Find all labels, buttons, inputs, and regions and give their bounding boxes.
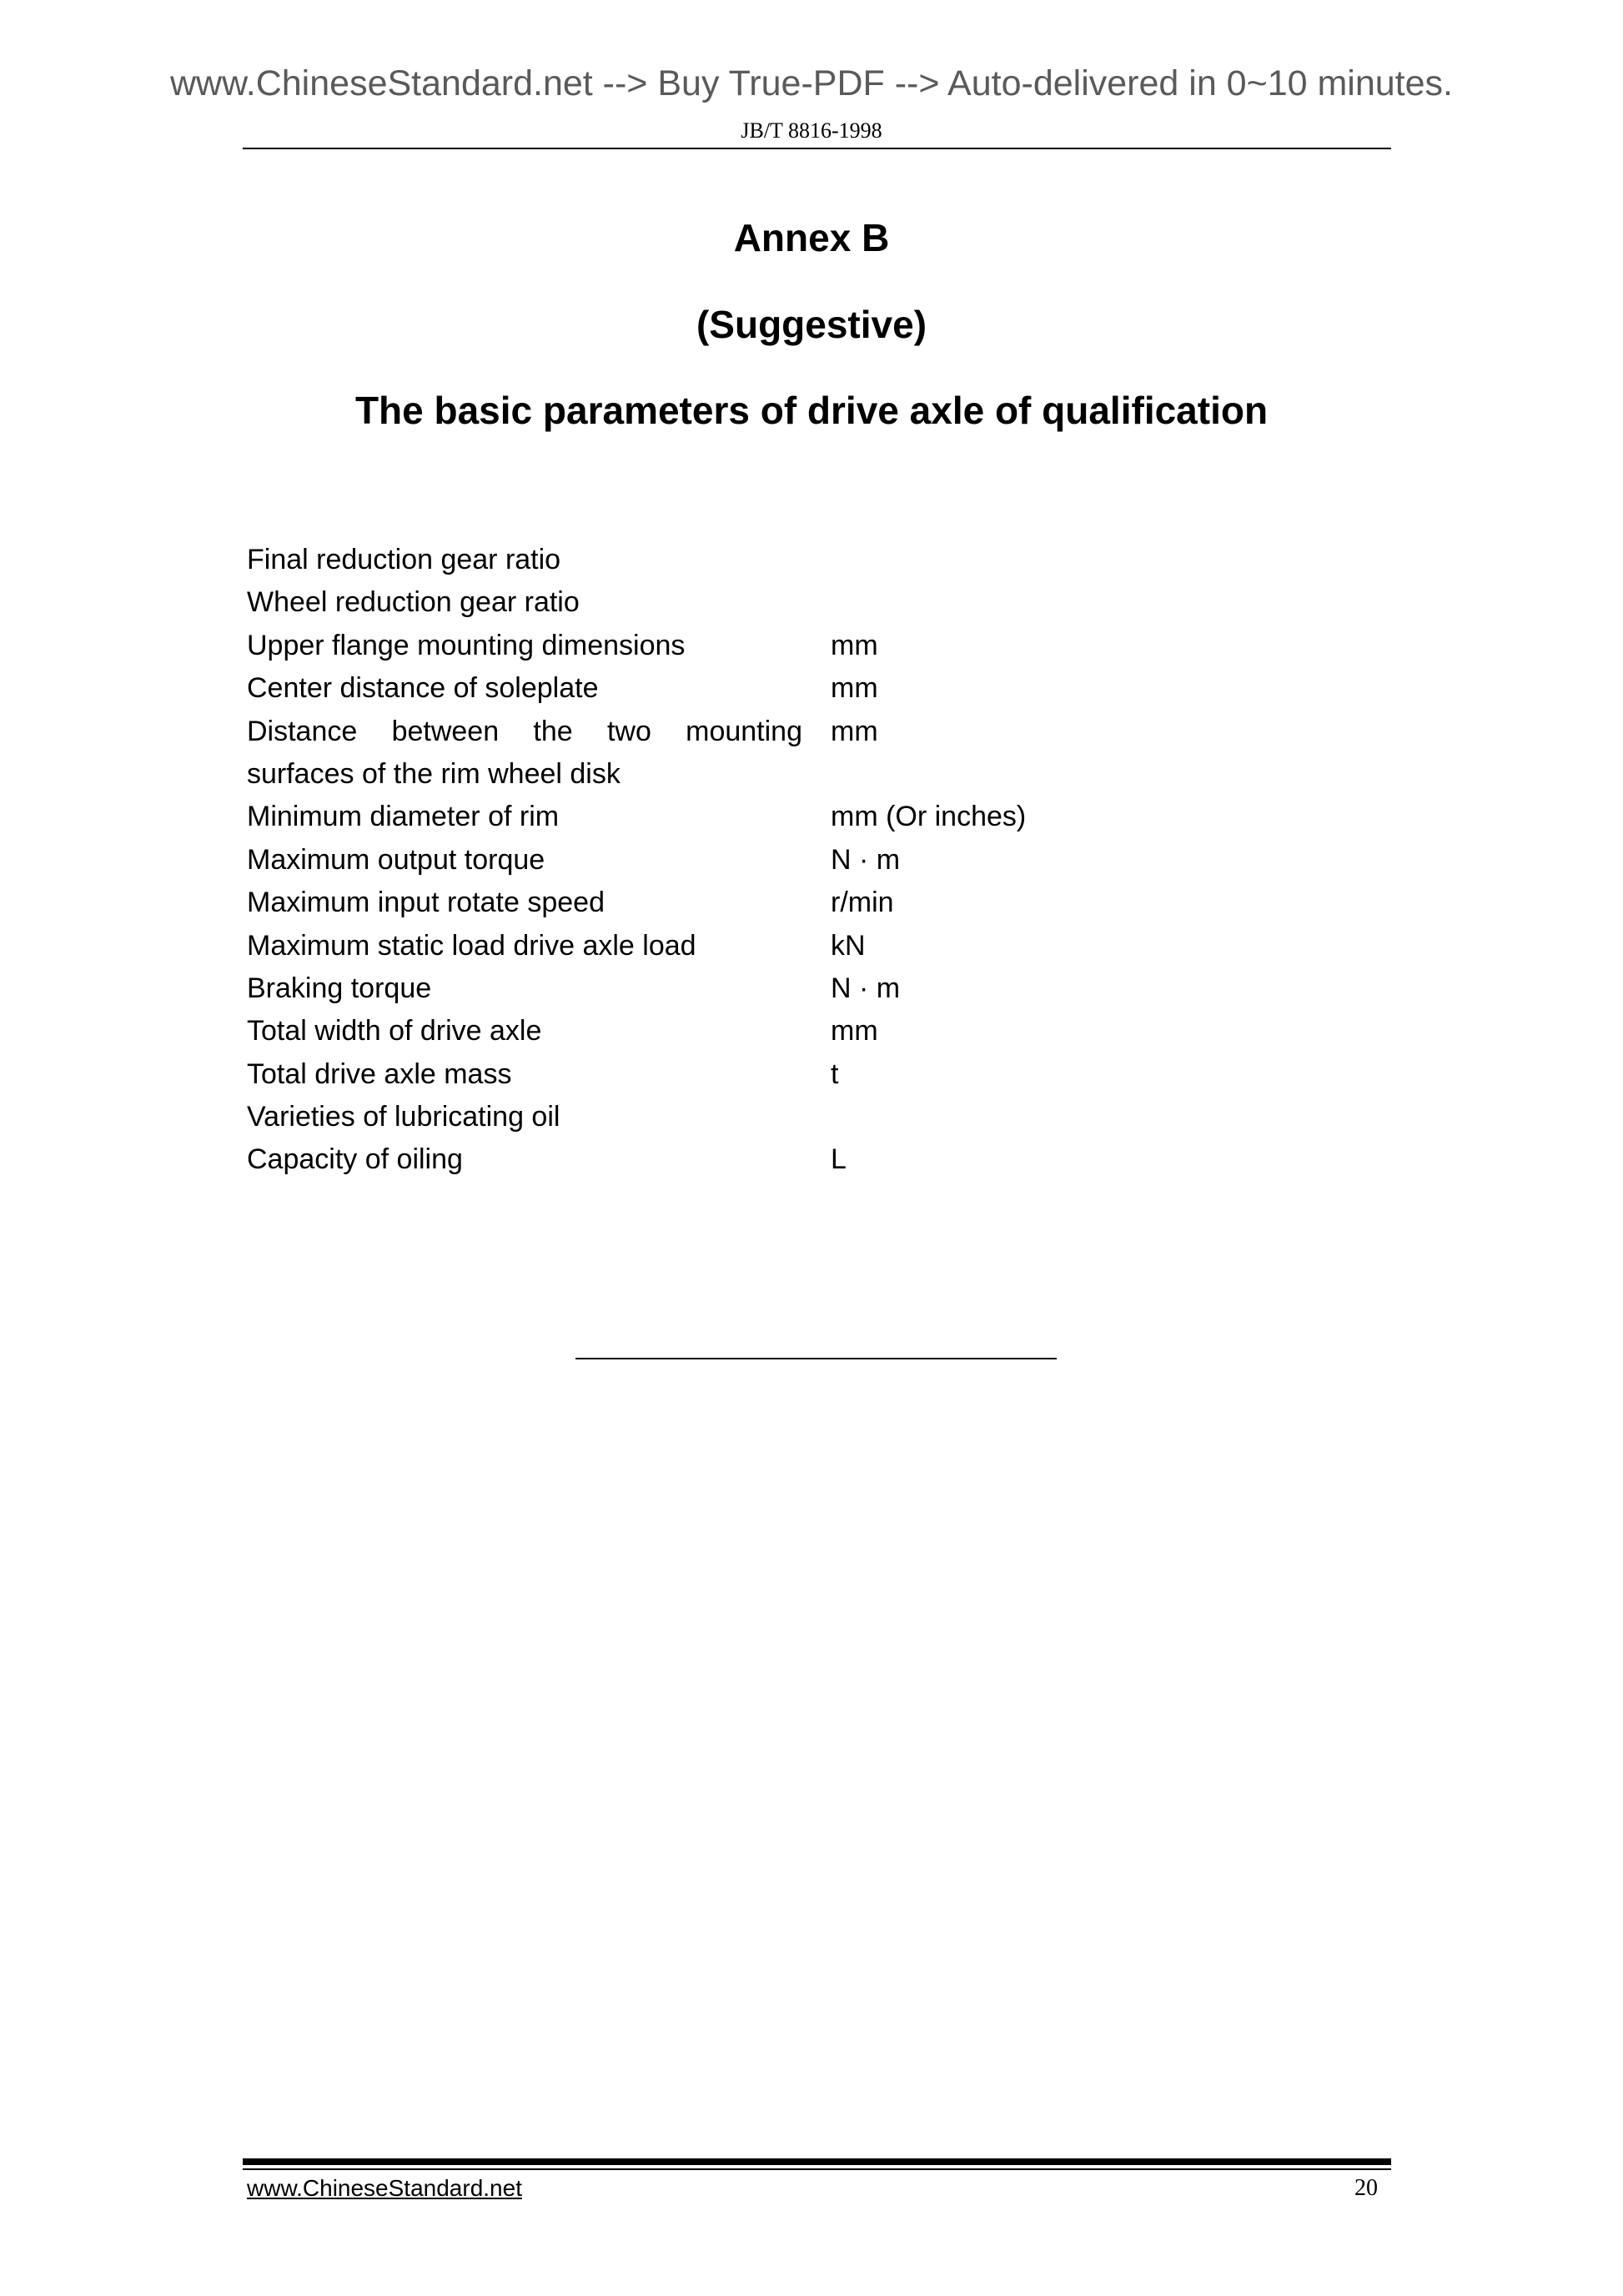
parameter-unit: mm (Or inches) [831,801,1027,833]
parameter-unit: mm [831,629,878,661]
parameter-row [247,1010,1081,1053]
parameter-name: Varieties of lubricating oil [247,1101,560,1133]
annex-title: Annex B [733,216,890,259]
parameter-name: Capacity of oiling [247,1143,463,1176]
parameter-row [247,839,1081,882]
parameter-row [247,882,1081,924]
parameter-row [247,667,1081,710]
parameter-name: Maximum input rotate speed [247,887,605,919]
footer-divider-thin [243,2168,1391,2170]
parameter-name: Maximum static load drive axle load [247,929,696,962]
annex-heading: The basic parameters of drive axle of qualification [354,389,1269,432]
parameter-unit: mm [831,672,878,705]
parameter-unit: r/min [831,887,894,919]
footer-divider-thick [243,2158,1391,2165]
source-banner: www.ChineseStandard.net --> Buy True-PDF --> Auto-delivered in 0~10 minutes. [169,63,1453,103]
parameter-row [247,796,1081,838]
parameter-name: Center distance of soleplate [247,672,599,705]
parameter-name: Upper flange mounting dimensions [247,629,686,661]
parameter-row [247,539,1081,581]
parameter-unit: mm [831,715,878,747]
parameter-name: Final reduction gear ratio [247,544,561,575]
header-divider [243,148,1391,149]
parameter-name: Wheel reduction gear ratio [247,586,580,619]
standard-code: JB/T 8816-1998 [741,118,882,143]
parameter-unit: N · m [831,972,901,1004]
parameter-row [247,1053,1081,1096]
parameter-unit: L [831,1143,847,1176]
page-number: 20 [1354,2175,1378,2201]
parameter-row [247,967,1081,1010]
parameter-list [247,539,1081,1182]
parameter-name: Total drive axle mass [247,1058,512,1090]
end-of-annex-rule [575,1358,1057,1359]
footer-website-link[interactable]: www.ChineseStandard.net [247,2175,522,2201]
parameter-name: Total width of drive axle [247,1015,542,1048]
parameter-name: Distance between the two mounting surfaces of the rim wheel disk [247,715,802,790]
parameter-name: Minimum diameter of rim [247,801,560,833]
parameter-row [247,625,1081,667]
parameter-row [247,711,1081,796]
parameter-row [247,581,1081,624]
parameter-row [247,925,1081,967]
parameter-name: Maximum output torque [247,843,545,876]
parameter-row [247,1096,1081,1138]
parameter-unit: t [831,1058,839,1090]
parameter-row [247,1138,1081,1181]
parameter-name: Braking torque [247,972,432,1004]
parameter-unit: N · m [831,843,901,876]
parameter-unit: mm [831,1015,878,1048]
parameter-unit: kN [831,929,866,962]
annex-type: (Suggestive) [696,303,927,346]
